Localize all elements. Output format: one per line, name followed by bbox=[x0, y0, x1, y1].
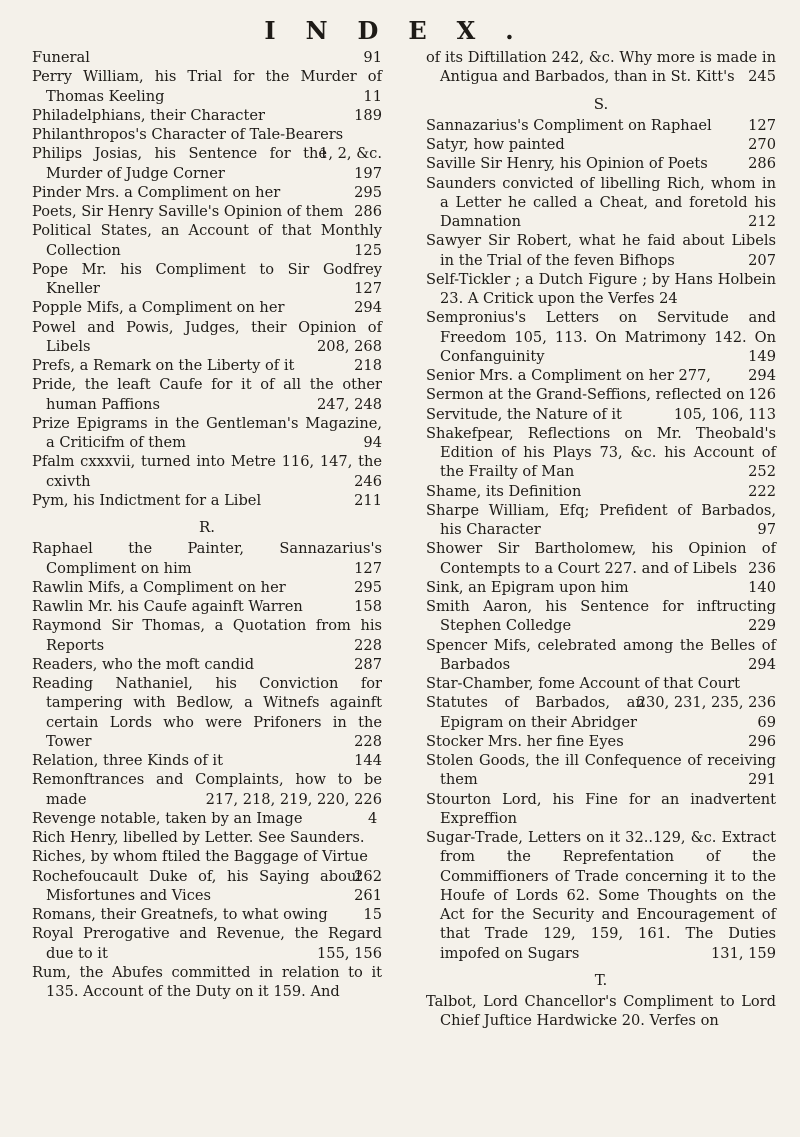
entry-text: Raymond Sir Thomas, a Quotation from his Reports bbox=[32, 617, 382, 654]
entry-page: 149 bbox=[748, 347, 776, 365]
entry-page: 246 bbox=[354, 472, 382, 490]
entry-text: Star-Chamber, fome Account of that Court bbox=[426, 675, 740, 692]
entry-page: 291 bbox=[748, 771, 776, 789]
index-entry bbox=[426, 308, 776, 366]
index-entry bbox=[32, 183, 382, 202]
index-entry bbox=[32, 597, 382, 616]
index-entry bbox=[32, 106, 382, 125]
entry-page: 217, 218, 219, 220, 226 bbox=[205, 790, 382, 808]
entry-text: Reading Nathaniel, his Conviction for tampering with Bedlow, a Witnefs againft certain Lords who were Prifoners in the Tower bbox=[32, 675, 382, 750]
entry-page: 15 bbox=[363, 906, 382, 923]
entry-text: Sugar-Trade, Letters on it 32..129, &c. Extract from the Reprefentation of the Commiffioners of Trade concerning it to the Houfe of Lords 62. Some Thoughts on the Act for the Security and Encouragement of that Trade 129, 159, 161. The Duties impofed on Sugars bbox=[426, 829, 776, 962]
entry-text: Powel and Powis, Judges, their Opinion of Libels bbox=[32, 318, 382, 355]
entry-page: 287 bbox=[354, 655, 382, 673]
entry-text: Servitude, the Nature of it bbox=[426, 405, 622, 423]
entry-page: 91 bbox=[363, 49, 382, 66]
index-entry bbox=[32, 356, 382, 375]
index-entry bbox=[32, 318, 382, 357]
entry-page: 228 bbox=[354, 732, 382, 750]
section-letter: S. bbox=[593, 94, 609, 113]
entry-page: 286 bbox=[354, 203, 382, 220]
entry-page: 127 bbox=[354, 559, 382, 577]
entry-page: 125 bbox=[354, 241, 382, 259]
index-entry bbox=[32, 905, 382, 924]
left-column bbox=[32, 48, 382, 1031]
entry-page: 270 bbox=[748, 136, 776, 153]
index-entry bbox=[426, 424, 776, 482]
entry-text: of its Diftillation 242, &c. Why more is made in Antigua and Barbados, than in St. Kitt's bbox=[426, 49, 776, 86]
section-letter: T. bbox=[594, 970, 608, 989]
entry-text: Pym, his Indictment for a Libel bbox=[32, 491, 262, 509]
entry-page: 294 bbox=[748, 655, 776, 673]
index-entry bbox=[426, 539, 776, 578]
entry-text: Revenge notable, taken by an Image bbox=[32, 809, 303, 827]
entry-text: Pfalm cxxxvii, turned into Metre 116, 147, the cxivth bbox=[32, 453, 382, 490]
entry-text: Remonftrances and Complaints, how to be made bbox=[32, 771, 382, 808]
index-entry bbox=[32, 751, 382, 770]
index-entry bbox=[426, 270, 776, 309]
entry-page: 286 bbox=[748, 155, 776, 173]
index-entry bbox=[426, 732, 776, 751]
entry-text: Romans, their Greatnefs, to what owing bbox=[32, 906, 328, 923]
entry-text: Political States, an Account of that Monthly Collection bbox=[32, 222, 382, 259]
entry-text: Satyr, how painted bbox=[426, 136, 565, 153]
entry-page: 155, 156 bbox=[317, 944, 382, 962]
index-entry bbox=[32, 221, 382, 260]
index-entry bbox=[426, 790, 776, 829]
index-entry bbox=[32, 539, 382, 578]
entry-page: 127 bbox=[748, 116, 776, 134]
index-entry bbox=[32, 414, 382, 453]
section-letter: R. bbox=[198, 518, 216, 536]
index-entry bbox=[426, 578, 776, 597]
entry-text: Stocker Mrs. her fine Eyes bbox=[426, 732, 624, 750]
entry-text: Saunders convicted of libelling Rich, whom in a Letter he called a Cheat, and foretold his Damnation bbox=[426, 174, 776, 230]
entry-page: 236 bbox=[748, 559, 776, 577]
entry-page: 294 bbox=[354, 299, 382, 317]
entry-page: 211 bbox=[354, 491, 382, 509]
entry-page: 131, 159 bbox=[711, 944, 776, 962]
entry-page: 262 bbox=[354, 867, 382, 885]
index-entry bbox=[32, 202, 382, 221]
entry-text: Shower Sir Bartholomew, his Opinion of Contempts to a Court 227. and of Libels bbox=[426, 540, 776, 577]
index-entry bbox=[32, 867, 382, 906]
entry-page: 94 bbox=[363, 434, 382, 451]
entry-text: Sempronius's Letters on Servitude and Freedom 105, 113. On Matrimony 142. On Confanguinity bbox=[426, 309, 776, 365]
entry-page: 261 bbox=[354, 886, 382, 904]
entry-page: 229 bbox=[748, 617, 776, 635]
index-entry bbox=[32, 375, 382, 414]
index-entry bbox=[426, 674, 776, 712]
entry-page: 140 bbox=[748, 578, 776, 596]
index-entry bbox=[32, 674, 382, 751]
index-entry bbox=[32, 828, 382, 847]
index-entry bbox=[426, 154, 776, 173]
index-entry bbox=[32, 260, 382, 299]
entry-page: 126 bbox=[748, 386, 776, 404]
entry-page: 69 bbox=[757, 713, 776, 731]
entry-page: 295 bbox=[354, 183, 382, 201]
index-entry bbox=[32, 809, 382, 828]
entry-text: Perry William, his Trial for the Murder of Thomas Keeling bbox=[32, 68, 382, 105]
entry-text: Shame, its Definition bbox=[426, 482, 582, 500]
entry-page: 296 bbox=[748, 732, 776, 750]
entry-text: Prefs, a Remark on the Liberty of it bbox=[32, 357, 295, 374]
entry-text: Senior Mrs. a Compliment on her 277, bbox=[426, 367, 711, 384]
entry-text: Philips Josias, his Sentence for the Murder of Judge Corner bbox=[32, 145, 328, 182]
entry-page: 212 bbox=[748, 213, 776, 230]
entry-page: 208, 268 bbox=[317, 337, 382, 355]
entry-text: Popple Mifs, a Compliment on her bbox=[32, 299, 285, 317]
index-entry bbox=[32, 67, 382, 106]
entry-text: Relation, three Kinds of it bbox=[32, 752, 223, 769]
index-entry bbox=[32, 452, 382, 491]
index-entry bbox=[32, 125, 382, 163]
entry-text: Readers, who the moft candid bbox=[32, 655, 255, 673]
entry-text: Rawlin Mr. his Caufe againft Warren bbox=[32, 598, 303, 615]
entry-page: 97 bbox=[757, 521, 776, 538]
entry-text: Spencer Mifs, celebrated among the Belles of Barbados bbox=[426, 636, 776, 673]
index-entry bbox=[426, 174, 776, 232]
entry-text: Pride, the leaft Caufe for it of all the other human Paffions bbox=[32, 376, 382, 413]
index-entry bbox=[426, 135, 776, 154]
index-entry bbox=[426, 405, 776, 424]
index-entry bbox=[426, 828, 776, 963]
entry-page: 222 bbox=[748, 482, 776, 500]
entry-page: 207 bbox=[748, 251, 776, 269]
index-entry bbox=[426, 116, 776, 135]
index-entry bbox=[426, 48, 776, 87]
entry-page: 294 bbox=[748, 367, 776, 384]
entry-text: Raphael the Painter, Sannazarius's Compliment on him bbox=[32, 540, 382, 577]
entry-page: 218 bbox=[354, 357, 382, 374]
entry-text: Stourton Lord, his Fine for an inadvertent Expreffion bbox=[426, 790, 776, 827]
entry-text: Stolen Goods, the ill Confequence of receiving them bbox=[426, 752, 776, 789]
entry-text: Sermon at the Grand-Seffions, reflected on bbox=[426, 386, 745, 404]
index-entry bbox=[426, 636, 776, 675]
entry-page: 158 bbox=[354, 598, 382, 615]
entry-page: 230, 231, 235, 236 bbox=[636, 694, 776, 712]
entry-page: 295 bbox=[354, 578, 382, 596]
entry-page: 105, 106, 113 bbox=[673, 405, 776, 423]
entry-text: Prize Epigrams in the Gentleman's Magazine, a Criticifm of them bbox=[32, 414, 382, 451]
entry-text: Pope Mr. his Compliment to Sir Godfrey Kneller bbox=[32, 260, 382, 297]
index-entry bbox=[426, 366, 776, 385]
entry-text: Philanthropos's Character of Tale-Bearers bbox=[32, 126, 344, 143]
entry-text: Sannazarius's Compliment on Raphael bbox=[426, 116, 712, 134]
entry-text: Sharpe William, Efq; Prefident of Barbados, his Character bbox=[426, 501, 776, 538]
entry-text: Poets, Sir Henry Saville's Opinion of them bbox=[32, 203, 344, 220]
entry-page: 245 bbox=[748, 68, 776, 86]
index-entry bbox=[32, 655, 382, 674]
entry-page: 247, 248 bbox=[317, 395, 382, 413]
index-entry bbox=[32, 578, 382, 597]
entry-text: Sink, an Epigram upon him bbox=[426, 578, 629, 596]
entry-page: 252 bbox=[748, 463, 776, 481]
entry-text: Self-Tickler ; a Dutch Figure ; by Hans Holbein 23. A Critick upon the Verfes 24 bbox=[426, 270, 776, 307]
entry-text: Royal Prerogative and Revenue, the Regard due to it bbox=[32, 925, 382, 962]
index-entry bbox=[426, 992, 776, 1031]
index-entry bbox=[32, 924, 382, 963]
entry-text: Rum, the Abufes committed in relation to it 135. Account of the Duty on it 159. And bbox=[32, 963, 382, 1000]
index-entry bbox=[32, 963, 382, 1002]
page-header: INDEX. bbox=[264, 16, 544, 45]
entry-text: Saville Sir Henry, his Opinion of Poets bbox=[426, 155, 708, 173]
entry-text: Rawlin Mifs, a Compliment on her bbox=[32, 578, 286, 596]
index-entry bbox=[426, 482, 776, 501]
index-entry bbox=[32, 770, 382, 809]
entry-text: Funeral bbox=[32, 49, 90, 66]
index-entry bbox=[32, 616, 382, 655]
entry-page: 189 bbox=[354, 106, 382, 124]
index-entry bbox=[32, 298, 382, 317]
entry-page: 197 bbox=[354, 164, 382, 182]
index-entry bbox=[426, 597, 776, 636]
entry-page: 11 bbox=[363, 87, 382, 105]
entry-text: Smith Aaron, his Sentence for inftructing Stephen Colledge bbox=[426, 598, 776, 635]
entry-text: Rich Henry, libelled by Letter. See Saunders. bbox=[32, 829, 365, 846]
entry-page: 4 bbox=[368, 809, 378, 827]
right-column bbox=[426, 48, 776, 1031]
entry-text: Shakefpear, Reflections on Mr. Theobald's Edition of his Plays 73, &c. his Account of the Frailty of Man bbox=[426, 424, 776, 481]
entry-text: Riches, by whom ftiled the Baggage of Virtue bbox=[32, 848, 368, 866]
entry-text: Rochefoucault Duke of, his Saying about Misfortunes and Vices bbox=[32, 867, 363, 904]
index-entry bbox=[426, 385, 776, 404]
entry-text: Sawyer Sir Robert, what he faid about Libels in the Trial of the feven Bifhops bbox=[426, 232, 776, 269]
index-entry bbox=[32, 847, 382, 885]
index-entry bbox=[426, 231, 776, 270]
index-entry bbox=[32, 48, 382, 67]
entry-text: Talbot, Lord Chancellor's Compliment to Lord Chief Juftice Hardwicke 20. Verfes on bbox=[426, 993, 776, 1030]
entry-text: Pinder Mrs. a Compliment on her bbox=[32, 183, 281, 201]
entry-page: 127 bbox=[354, 280, 382, 297]
index-entry bbox=[426, 751, 776, 790]
entry-page: 144 bbox=[354, 752, 382, 769]
entry-text: Statutes of Barbados, an Epigram on their Abridger bbox=[426, 694, 645, 731]
index-entry bbox=[426, 501, 776, 540]
entry-text: Philadelphians, their Character bbox=[32, 106, 265, 124]
index-entry bbox=[32, 491, 382, 510]
entry-page: 1, 2, &c. bbox=[319, 145, 382, 163]
index-columns bbox=[32, 48, 776, 1031]
entry-page: 228 bbox=[354, 636, 382, 654]
